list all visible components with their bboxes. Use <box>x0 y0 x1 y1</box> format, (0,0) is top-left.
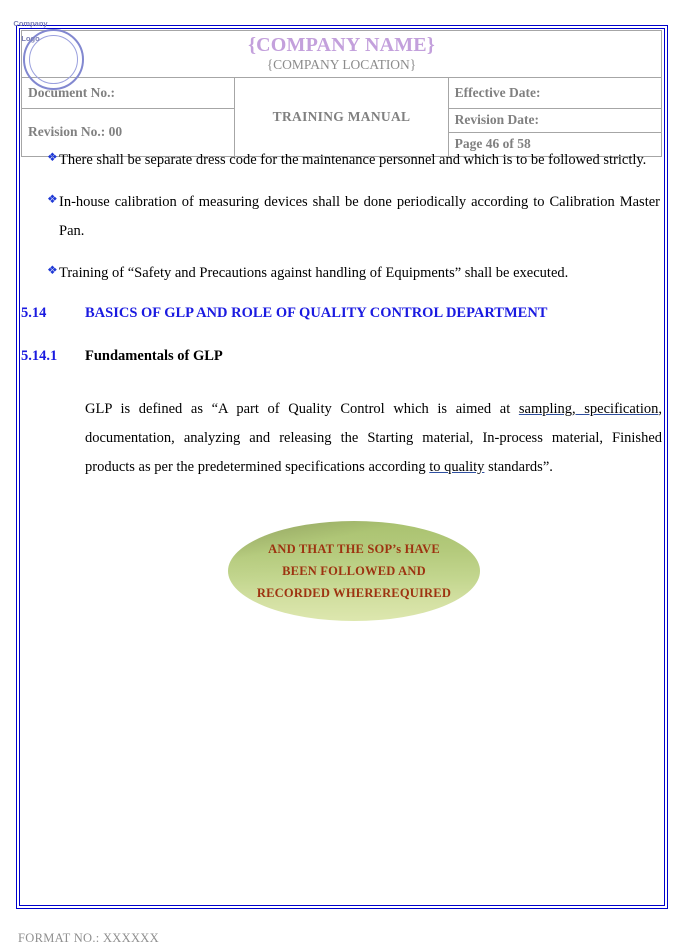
section-heading-5-14 <box>21 305 662 322</box>
callout-line-2: BEEN FOLLOWED AND <box>282 563 426 578</box>
logo-line-2: Logo <box>21 33 40 43</box>
logo-line-1: Company <box>13 18 48 28</box>
company-location: {COMPANY LOCATION} <box>266 57 417 72</box>
callout-line-1: AND THAT THE SOP’s HAVE <box>268 541 440 556</box>
section-number: 5.14 <box>21 305 47 322</box>
revision-no-cell: Revision No.: 00 <box>22 108 235 156</box>
list-item-text: In-house calibration of measuring devices shall be done periodically according to Calibration Master Pan. <box>59 194 660 239</box>
manual-title-cell: TRAINING MANUAL <box>235 77 448 156</box>
document-body <box>21 146 662 482</box>
list-item-text: Training of “Safety and Precautions against handling of Equipments” shall be executed. <box>59 264 569 281</box>
diamond-bullet-icon: ❖ <box>47 192 58 207</box>
document-header-table <box>21 30 662 157</box>
header-row-docno <box>22 77 662 108</box>
section-title: BASICS OF GLP AND ROLE OF QUALITY CONTROL DEPARTMENT <box>85 305 548 322</box>
diamond-bullet-icon: ❖ <box>47 150 58 164</box>
spellcheck-underline-quality: to quality <box>429 459 485 476</box>
page-number-cell: Page 46 of 58 <box>448 132 661 156</box>
company-identity-cell <box>22 31 662 78</box>
subsection-heading-5-14-1 <box>21 348 662 365</box>
glp-text-part-1: GLP is defined as “A part of Quality Control which is aimed at <box>85 401 519 418</box>
subsection-number: 5.14.1 <box>21 348 58 365</box>
document-no-cell: Document No.: <box>22 77 235 108</box>
subsection-title: Fundamentals of GLP <box>85 348 223 365</box>
list-item <box>21 146 662 174</box>
sop-callout-ellipse <box>228 521 480 621</box>
list-item <box>21 259 662 287</box>
revision-date-cell: Revision Date: <box>448 108 661 132</box>
glp-definition-paragraph <box>85 395 662 482</box>
glp-text-part-3: standards”. <box>484 459 553 476</box>
diamond-bullet-icon: ❖ <box>47 262 58 277</box>
company-logo-text <box>0 0 61 61</box>
list-item <box>21 188 662 245</box>
effective-date-cell: Effective Date: <box>448 77 661 108</box>
format-number-footer: FORMAT NO.: XXXXXX <box>18 931 159 945</box>
glp-text-part-2: , documentation, analyzing and releasing the Starting material, In-process material, Finished products as per the predetermined specifications according <box>85 401 662 476</box>
header-row-title <box>22 31 662 78</box>
company-name: {COMPANY NAME} <box>248 34 435 56</box>
spellcheck-underline-sampling: sampling, specification <box>518 401 659 418</box>
callout-line-3: RECORDED WHEREREQUIRED <box>256 586 452 601</box>
list-item-text: There shall be separate dress code for the maintenance personnel and which is to be followed strictly. <box>59 152 647 168</box>
